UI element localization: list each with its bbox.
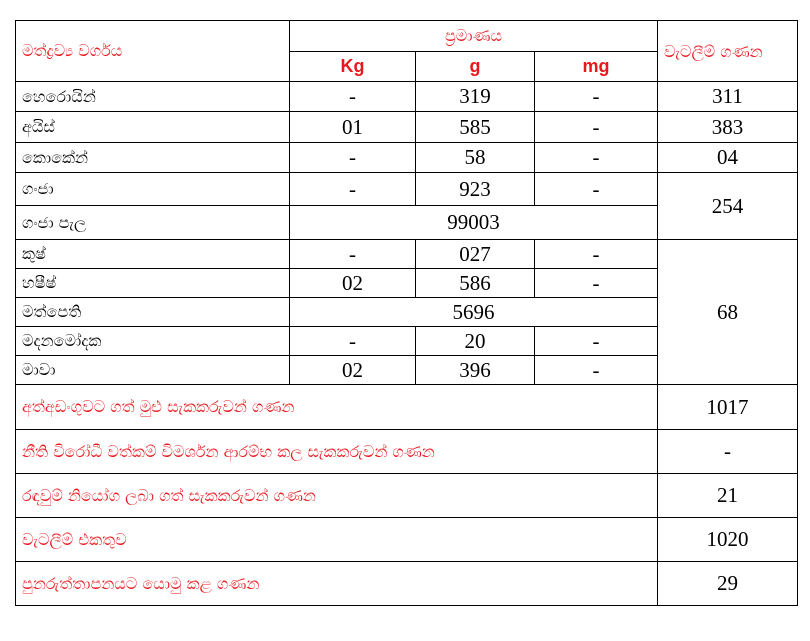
detection-count: 04 (658, 143, 798, 173)
qty-mg: - (535, 327, 658, 356)
summary-row (16, 430, 798, 474)
qty-mg: - (535, 173, 658, 206)
drug-name: කොකේන් (16, 143, 290, 173)
unit-g: g (416, 52, 535, 82)
qty-g: 20 (416, 327, 535, 356)
qty-kg: - (290, 327, 416, 356)
qty-g: 58 (416, 143, 535, 173)
qty-g: 585 (416, 112, 535, 143)
summary-label: අත්අඩංගුවට ගත් මුළු සැකකරුවන් ගණන (16, 385, 658, 430)
detection-count: 311 (658, 82, 798, 112)
qty-kg: 02 (290, 356, 416, 385)
qty-mg: - (535, 112, 658, 143)
header-quantity: ප්‍රමාණය (290, 21, 658, 52)
qty-kg: - (290, 240, 416, 269)
qty-g: 923 (416, 173, 535, 206)
drug-name: අයිස් (16, 112, 290, 143)
header-detections: වැටලීම් ගණන (658, 21, 798, 82)
summary-value: - (658, 430, 798, 474)
qty-mg: - (535, 143, 658, 173)
table-row (16, 112, 798, 143)
qty-mg: - (535, 82, 658, 112)
table-row (16, 173, 798, 206)
qty-mg: - (535, 269, 658, 298)
qty-g: 586 (416, 269, 535, 298)
summary-label: රඳවුම් නියෝග ලබා ගත් සැකකරුවන් ගණන (16, 474, 658, 518)
drug-name: කුෂ් (16, 240, 290, 269)
unit-mg: mg (535, 52, 658, 82)
drug-name: ගංජා පැල (16, 206, 290, 240)
qty-merged: 99003 (290, 206, 658, 240)
qty-kg: 02 (290, 269, 416, 298)
summary-label: වැටලීම් එකතුව (16, 518, 658, 562)
drug-name: මදනමෝදක (16, 327, 290, 356)
unit-kg: Kg (290, 52, 416, 82)
table-row (16, 240, 798, 269)
summary-row (16, 518, 798, 562)
summary-label: පුනරුත්තාපනයට යොමු කළ ගණන (16, 562, 658, 606)
drug-name: හෂීෂ් (16, 269, 290, 298)
detection-count-others: 68 (658, 240, 798, 385)
qty-kg: - (290, 143, 416, 173)
summary-row (16, 385, 798, 430)
drug-name: මාවා (16, 356, 290, 385)
summary-value: 1017 (658, 385, 798, 430)
table-row (16, 82, 798, 112)
qty-mg: - (535, 240, 658, 269)
qty-mg: - (535, 356, 658, 385)
detection-count: 383 (658, 112, 798, 143)
qty-g: 027 (416, 240, 535, 269)
summary-row (16, 562, 798, 606)
drug-name: හෙරොයින් (16, 82, 290, 112)
drug-seizure-table (15, 20, 798, 606)
header-row (16, 21, 798, 52)
table-row (16, 143, 798, 173)
drug-name: මත්පෙති (16, 298, 290, 327)
detection-count-ganja: 254 (658, 173, 798, 240)
header-drug-type: මත්ද්‍රව්‍ය වර්ගය (16, 21, 290, 82)
qty-g: 396 (416, 356, 535, 385)
drug-name: ගංජා (16, 173, 290, 206)
qty-g: 319 (416, 82, 535, 112)
summary-value: 29 (658, 562, 798, 606)
qty-kg: - (290, 82, 416, 112)
qty-kg: 01 (290, 112, 416, 143)
qty-merged: 5696 (290, 298, 658, 327)
summary-value: 1020 (658, 518, 798, 562)
summary-value: 21 (658, 474, 798, 518)
qty-kg: - (290, 173, 416, 206)
summary-row (16, 474, 798, 518)
summary-label: නීති විරෝධී වත්කම් විමර්ශන ආරම්භ කල සැකකරුවන් ගණන (16, 430, 658, 474)
